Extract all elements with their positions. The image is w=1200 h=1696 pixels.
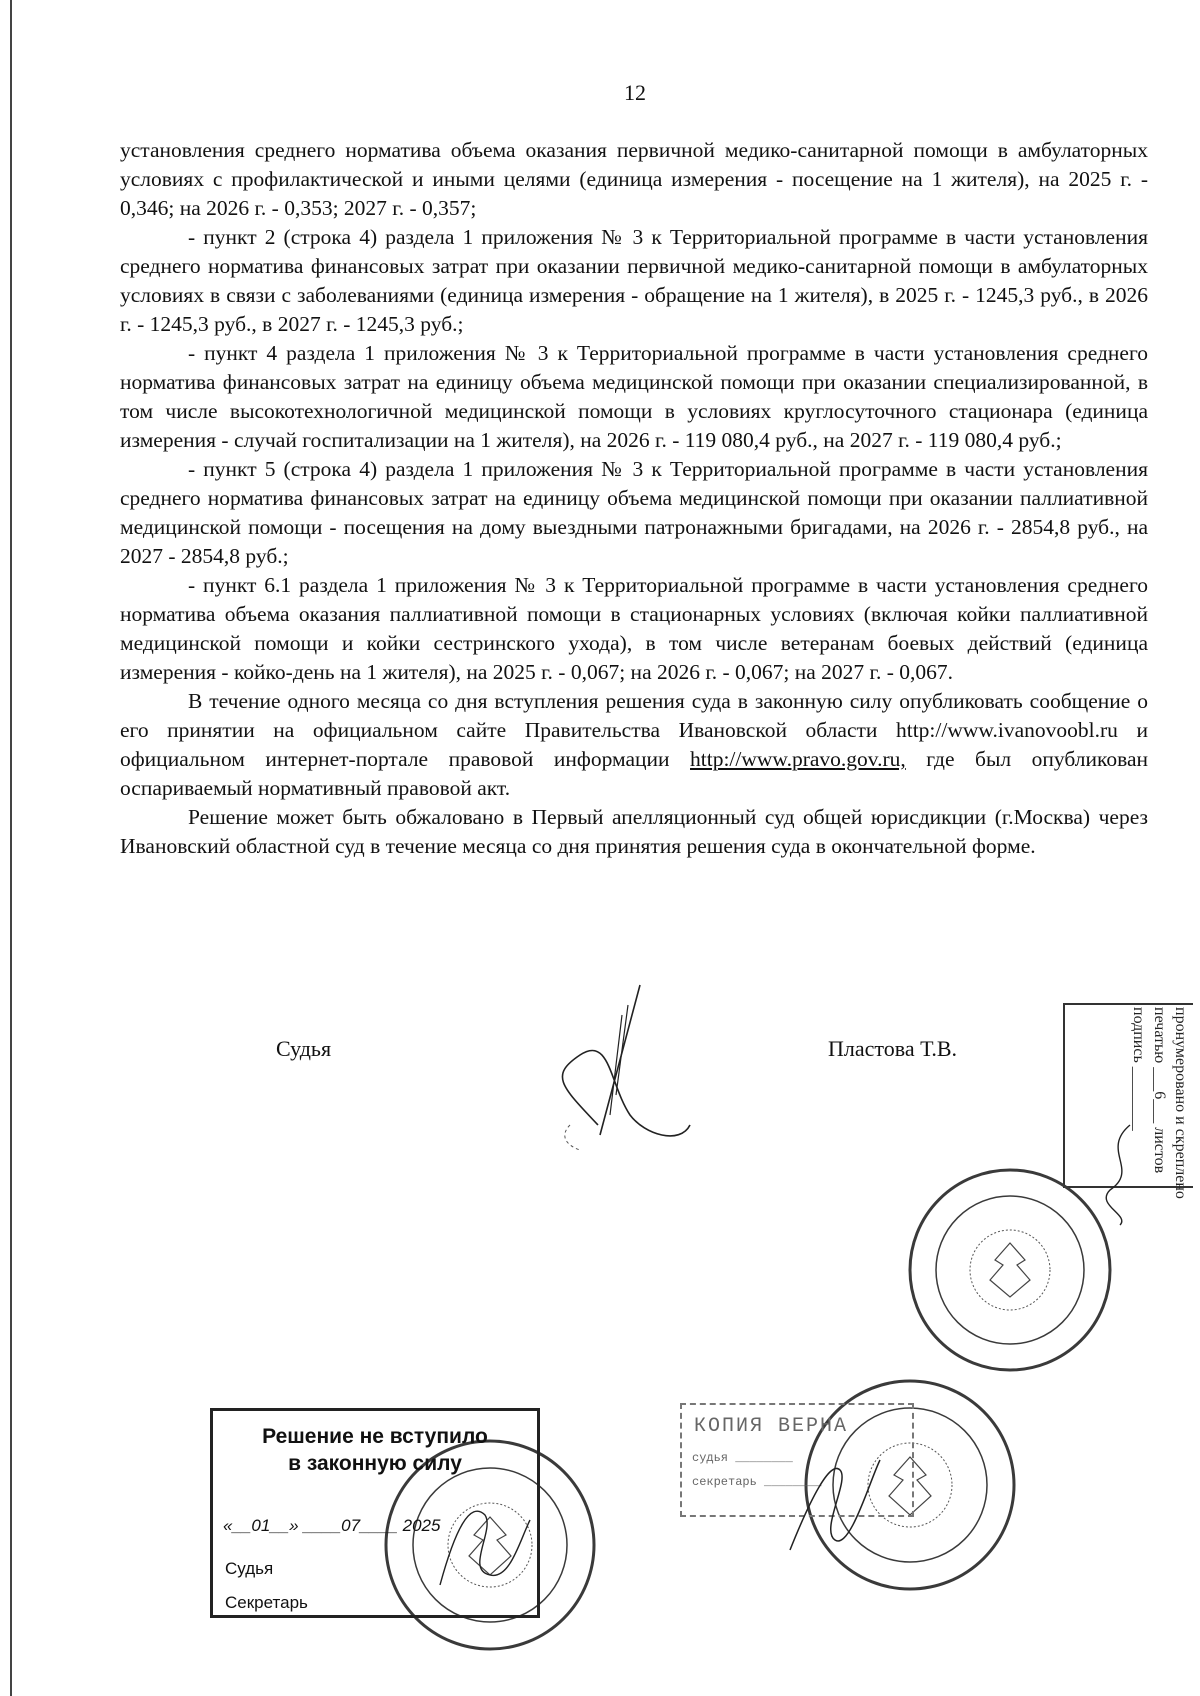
paragraph-item-4: - пункт 4 раздела 1 приложения № 3 к Территориальной программе в части установления среднего норматива финансовых затрат на единицу объема медицинской помощи при оказании специализированной, в том числе высокотехнологичной медицинской помощи в условиях круглосуточного стационара (единица измерения - случай госпитализации на 1 жителя), на 2026 г. - 119 080,4 руб., на 2027 г. - 119 080,4 руб.; xyxy=(120,341,1148,452)
page-number: 12 xyxy=(624,80,646,105)
paragraph-item-2: - пункт 2 (строка 4) раздела 1 приложения № 3 к Территориальной программе в части установления среднего норматива финансовых затрат при оказании первичной медико-санитарной помощи в амбулаторных условиях в связи с заболеваниями (единица измерения - обращение на 1 жителя), в 2025 г. - 1245,3 руб., в 2026 г. - 1245,3 руб., в 2027 г. - 1245,3 руб.; xyxy=(120,225,1148,336)
vertical-stamp-line2: печатью ___6___ листов xyxy=(1151,1007,1168,1174)
judge-name: Пластова Т.В. xyxy=(828,1036,957,1061)
paragraph-publication xyxy=(120,687,1148,803)
paragraph-item-5: - пункт 5 (строка 4) раздела 1 приложения № 3 к Территориальной программе в части установления среднего норматива финансовых затрат на единицу объема медицинской помощи при оказании паллиативной медицинской помощи - посещения на дому выездными патронажными бригадами, на 2026 г. - 2854,8 руб., на 2027 - 2854,8 руб.; xyxy=(120,457,1148,568)
paragraph-appeal: Решение может быть обжаловано в Первый апелляционный суд общей юрисдикции (г.Москва) через Ивановский областной суд в течение месяца со дня принятия решения суда в окончательной форме. xyxy=(120,805,1148,858)
copy-stamp-secretary: секретарь ________ xyxy=(692,1475,822,1489)
vertical-stamp-signature xyxy=(1090,1120,1150,1230)
publication-text: В течение одного месяца со дня вступления решения суда в законную силу опубликовать сообщение о его принятии на официальном сайте Правительства Ивановской области http://www.ivanovoobl.ru и официальном интернет-портале правовой информации xyxy=(120,689,1148,771)
stamp-date: «__01__» ____07____ 2025 xyxy=(223,1516,441,1535)
copy-signature xyxy=(780,1440,900,1570)
judge-label: Судья xyxy=(276,1036,332,1061)
stamp-judge-label: Судья xyxy=(225,1559,274,1578)
vertical-stamp-line1: пронумеровано и скреплено xyxy=(1172,1007,1189,1199)
vertical-stamp-line3: подпись ________ xyxy=(1130,1007,1147,1131)
copy-stamp-judge: судья ________ xyxy=(692,1451,793,1465)
publication-text-end: где был опубликован оспариваемый нормативный правовой акт. xyxy=(120,747,1148,800)
document-body xyxy=(120,136,1148,861)
pravo-link[interactable]: http://www.pravo.gov.ru, xyxy=(690,747,906,771)
stamp-signature xyxy=(430,1490,540,1600)
stamp-secretary-label: Секретарь xyxy=(225,1593,308,1612)
paragraph-continuation: установления среднего норматива объема оказания первичной медико-санитарной помощи в амбулаторных условиях с профилактической и иными целями (единица измерения - посещение на 1 жителя), на 2025 г. - 0,346; на 2026 г. - 0,353; 2027 г. - 0,357; xyxy=(120,138,1148,220)
scan-left-edge xyxy=(10,0,12,1696)
stamp-title-line2: в законную силу xyxy=(288,1452,462,1475)
stamp-title xyxy=(213,1423,537,1477)
stamp-title-line1: Решение не вступило xyxy=(262,1425,488,1448)
court-seal-top-right xyxy=(905,1165,1115,1375)
copy-stamp-title: КОПИЯ ВЕРНА xyxy=(694,1415,849,1438)
paragraph-item-6-1: - пункт 6.1 раздела 1 приложения № 3 к Территориальной программе в части установления среднего норматива объема оказания паллиативной помощи в стационарных условиях (включая койки паллиативной медицинской помощи и койки сестринского ухода), в том числе ветеранам боевых действий (единица измерения - койко-день на 1 жителя), на 2025 г. - 0,067; на 2026 г. - 0,067; на 2027 г. - 0,067. xyxy=(120,573,1148,684)
judge-signature xyxy=(540,975,720,1175)
